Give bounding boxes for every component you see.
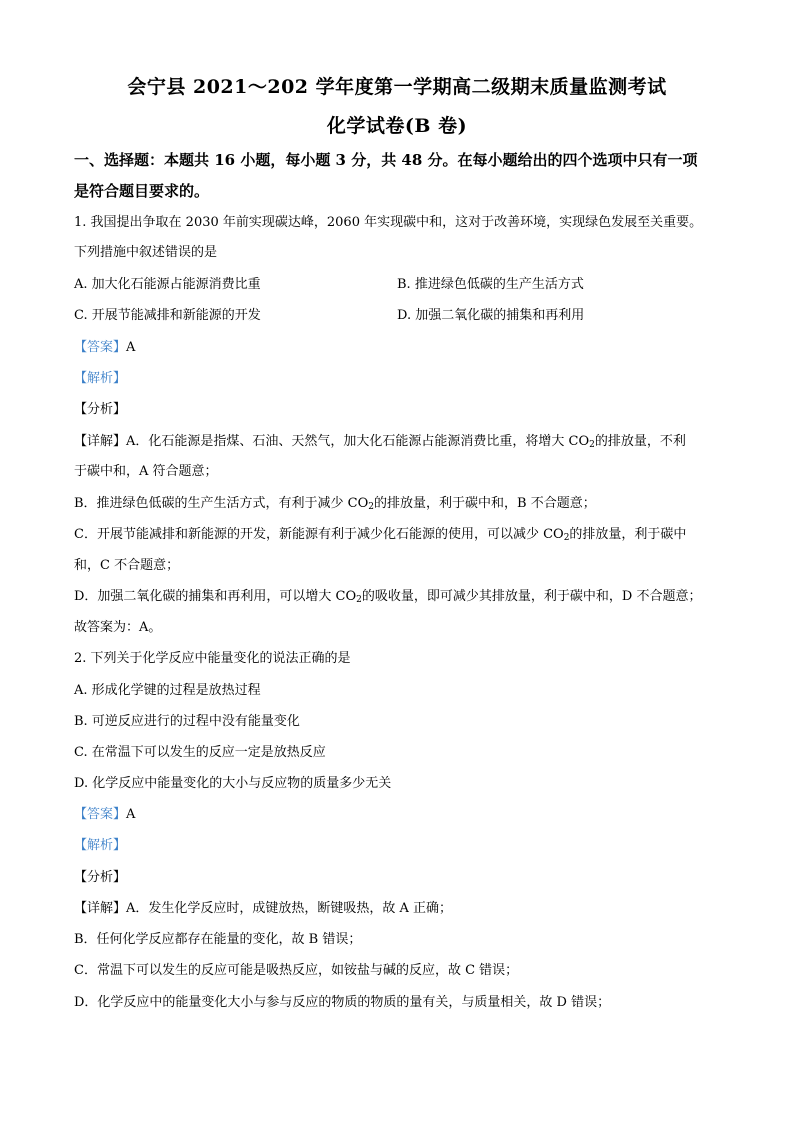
q1-stem-line2: 下列措施中叙述错误的是: [74, 245, 218, 260]
q1-detail-line1: 【详解】A．化石能源是指煤、石油、天然气，加大化石能源占能源消费比重，将增大 $CO_2$的排放量，不利: [74, 434, 686, 450]
exam-title: 会宁县 2021～202 学年度第一学期高二级期末质量监测考试: [127, 76, 667, 98]
q1-detail-line7: 故答案为：A。: [74, 620, 162, 635]
answer-label: 【答案】: [74, 340, 127, 355]
q1-option-d: D. 加强二氧化碳的捕集和再利用: [397, 308, 585, 323]
q2-detail-line4: D．化学反应中的能量变化大小与参与反应的物质的物质的量有关，与质量相关，故 D 错误；: [74, 995, 611, 1010]
q1-fenxi-label: 【分析】: [74, 402, 127, 417]
q1-detail-line3: B．推进绿色低碳的生产生活方式，有利于减少 $CO_2$的排放量，利于碳中和，B 不合题意；: [74, 496, 596, 512]
q2-analysis-label: 【解析】: [74, 838, 127, 853]
answer-label: 【答案】: [74, 807, 127, 822]
q1-detail-line2: 于碳中和，A 符合题意；: [74, 464, 218, 479]
q2-stem: 2. 下列关于化学反应中能量变化的说法正确的是: [74, 651, 351, 666]
q1-detail-line5: 和，C 不合题意；: [74, 558, 180, 573]
q2-option-a: A. 形成化学键的过程是放热过程: [74, 683, 261, 698]
q1-option-b: B. 推进绿色低碳的生产生活方式: [397, 277, 584, 292]
q1-answer-value: A: [126, 340, 136, 355]
q2-fenxi-label: 【分析】: [74, 870, 127, 885]
q2-option-b: B. 可逆反应进行的过程中没有能量变化: [74, 714, 300, 729]
q2-answer: [74, 806, 724, 824]
q1-option-a: A. 加大化石能源占能源消费比重: [74, 277, 261, 292]
section-heading-line1: 一、选择题：本题共 16 小题，每小题 3 分，共 48 分。在每小题给出的四个选项中只有一项: [74, 151, 698, 169]
q2-option-c: C. 在常温下可以发生的反应一定是放热反应: [74, 745, 326, 760]
q2-detail-line3: C．常温下可以发生的反应可能是吸热反应，如铵盐与碱的反应，故 C 错误；: [74, 963, 519, 978]
detail-label: 【详解】: [74, 901, 127, 916]
q1-analysis-label: 【解析】: [74, 371, 127, 386]
section-heading-line2: 是符合题目要求的。: [74, 182, 210, 200]
detail-label: 【详解】: [74, 434, 127, 449]
q2-detail-line1: 【详解】A．发生化学反应时，成键放热，断键吸热，故 A 正确；: [74, 901, 453, 916]
q2-detail-line2: B．任何化学反应都存在能量的变化，故 B 错误；: [74, 932, 362, 947]
exam-subtitle: 化学试卷(B 卷): [326, 115, 468, 137]
q1-stem-line1: 1. 我国提出争取在 2030 年前实现碳达峰，2060 年实现碳中和，这对于改善环境，实现绿色发展至关重要。: [74, 215, 703, 230]
q1-detail-line6: D．加强二氧化碳的捕集和再利用，可以增大 $CO_2$的吸收量，即可减少其排放量，利于碳中和，D 不合题意；: [74, 589, 702, 605]
q1-answer: [74, 339, 724, 357]
q2-option-d: D. 化学反应中能量变化的大小与反应物的质量多少无关: [74, 776, 392, 791]
q1-detail-line4: C．开展节能减排和新能源的开发，新能源有利于减少化石能源的使用，可以减少 $CO_2$的排放量，利于碳中: [74, 527, 687, 543]
q2-answer-value: A: [126, 807, 136, 822]
q1-option-c: C. 开展节能减排和新能源的开发: [74, 308, 261, 323]
